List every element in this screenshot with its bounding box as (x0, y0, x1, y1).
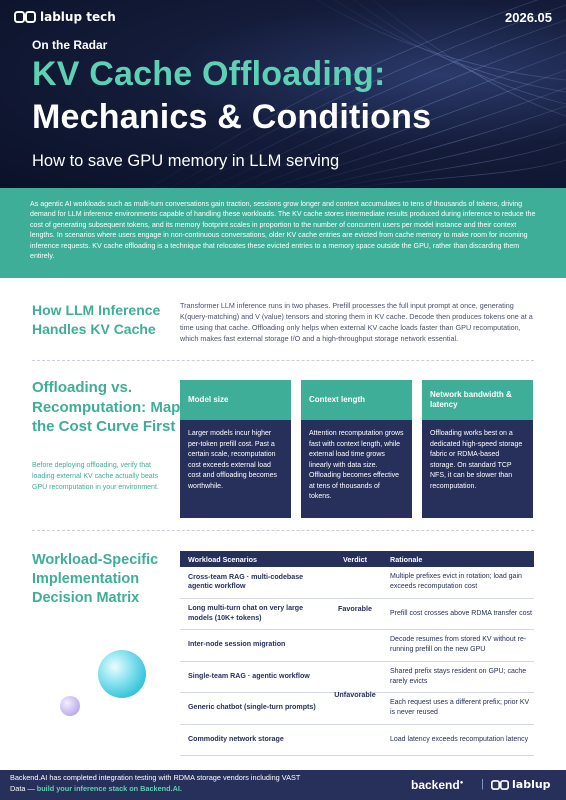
section2-note: Before deploying offloading, verify that loading external KV cache actually beats GPU recomputation in your environment. (32, 462, 159, 491)
section1-title: How LLM Inference Handles KV Cache (32, 302, 161, 337)
card-body: Larger models incur higher per-token prefill cost. Past a certain scale, recomputation cost exceeds external load cost and offloading becomes worthwhile. (180, 420, 291, 518)
kicker-label: On the Radar (32, 38, 108, 52)
scenario-cell: Cross-team RAG · multi-codebase agentic workflow (188, 572, 304, 591)
card-body: Attention recomputation grows fast with context length, while external load time grows linearly with data size. Offloading becomes effective at tens of thousands of tokens. (301, 420, 412, 518)
intro-paragraph: As agentic AI workloads such as multi-turn conversations gain traction, sessions grow longer and context accumulates to tens of thousands of tokens, driving demand for LLM inference environments capable of handling these workloads. The KV cache stores intermediate results produced during inference to reduce the cost of generating subsequent tokens, and its memory footprint scales in proportion to the number of concurrent users per model instance and their context lengths. In scenarios where users engage in non-continuous conversations, older KV cache entries are evicted from cache memory to make room for incoming inference requests. KV cache offloading is a technique that relocates these evicted entries to a memory space outside the GPU, rather than discarding them entirely. (0, 188, 566, 278)
factor-card-network (422, 380, 533, 518)
logo-separator: | (481, 778, 484, 790)
backend-ai-logo: backend● (411, 778, 464, 792)
rationale-cell: Shared prefix stays resident on GPU; cache rarely evicts (390, 667, 527, 685)
table-row (180, 630, 534, 662)
column-header: Workload Scenarios (188, 554, 257, 564)
page-subtitle: How to save GPU memory in LLM serving (32, 152, 340, 170)
issue-date: 2026.05 (505, 10, 552, 25)
column-header: Verdict (343, 554, 367, 564)
rationale-cell: Prefill cost crosses above RDMA transfer cost (390, 609, 532, 617)
page-title-line2: Mechanics & Conditions (32, 98, 432, 136)
lablup-logo-text: lablup (512, 778, 551, 791)
lablup-logo (491, 778, 551, 791)
rationale-cell: Decode resumes from stored KV without re-running prefill on the new GPU (390, 636, 527, 654)
table-header (180, 551, 534, 567)
scenario-cell: Generic chatbot (single-turn prompts) (188, 703, 316, 712)
footer-text-cta: build your inference stack on Backend.AI. (36, 783, 182, 793)
rationale-cell: Multiple prefixes evict in rotation; load gain exceeds recomputation cost (390, 573, 522, 591)
hero-banner (0, 0, 566, 188)
column-header: Rationale (390, 554, 423, 564)
card-title: Context length (301, 380, 412, 420)
rationale-cell: Each request uses a different prefix; prior KV is never reused (390, 699, 530, 717)
section2-title: Offloading vs. Recomputation: Map the Cost Curve First (32, 379, 181, 435)
lablup-mark-icon (491, 779, 509, 791)
decision-matrix-table (180, 551, 534, 756)
page-title-line1: KV Cache Offloading: (32, 55, 386, 93)
backend-logo-text: backend (411, 778, 460, 792)
footer-text (10, 773, 310, 794)
factor-card-model-size (180, 380, 291, 518)
lablup-mark-icon (14, 10, 36, 24)
factor-card-context-length (301, 380, 412, 518)
card-body: Offloading works best on a dedicated high-speed storage fabric or RDMA-based storage. On standard TCP NFS, it can be slower than recomputation. (422, 420, 533, 518)
section3-title: Workload-Specific Implementation Decision Matrix (32, 552, 159, 606)
brand-text: lablup tech (40, 10, 116, 24)
section-divider (32, 360, 534, 361)
footer-bar (0, 770, 566, 800)
decorative-orb (98, 650, 146, 698)
lablup-tech-logo (14, 10, 116, 24)
scenario-cell: Inter-node session migration (188, 640, 286, 649)
card-title: Network bandwidth & latency (422, 380, 533, 420)
scenario-cell: Single-team RAG · agentic workflow (188, 671, 310, 680)
rationale-cell: Load latency exceeds recomputation latency (390, 735, 529, 743)
verdict-unfavorable: Unfavorable (334, 690, 376, 699)
card-title: Model size (180, 380, 291, 420)
table-row (180, 662, 534, 694)
section-divider (32, 530, 534, 531)
decorative-orb-small (60, 696, 80, 716)
scenario-cell: Commodity network storage (188, 734, 284, 743)
table-row (180, 725, 534, 757)
table-row (180, 567, 534, 599)
section1-body: Transformer LLM inference runs in two phases. Prefill processes the full input prompt at once, generating K(query-matching) and V (value) tensors and storing them in KV cache. Decode then produces tokens one at a time using that cache. Offloading only helps when external KV cache loads faster than GPU recomputation, which makes fast external storage I/O and a high-throughput storage network essential. (180, 301, 533, 344)
scenario-cell: Long multi-turn chat on very large models (10K+ tokens) (188, 604, 304, 622)
footer-text-plain: Backend.AI has completed integration testing with RDMA storage vendors including VAST Data — (10, 773, 301, 793)
verdict-favorable: Favorable (338, 604, 372, 613)
